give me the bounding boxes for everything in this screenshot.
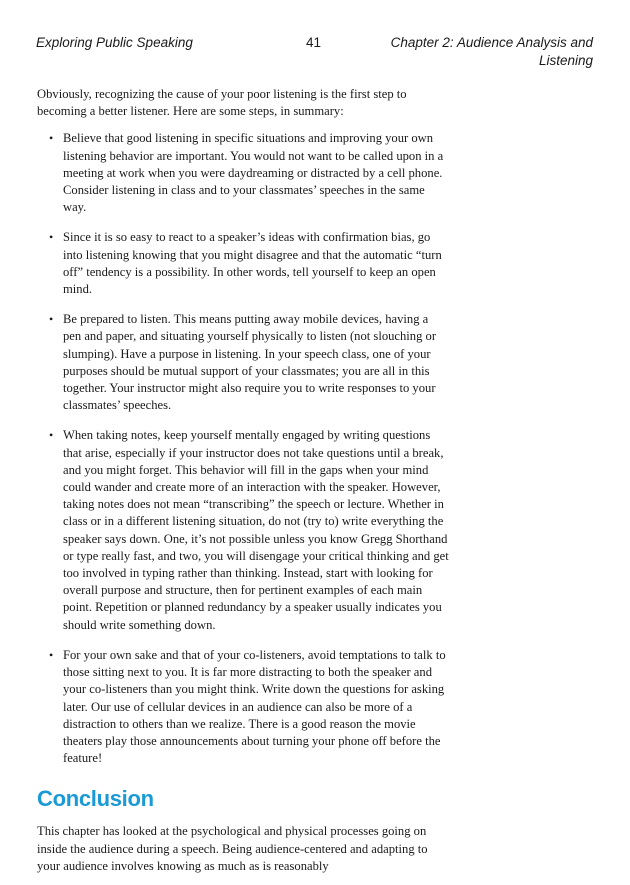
bullet-text: Believe that good listening in specific situations and improving your own listening behavior are important. You would not want to be called upon in a meeting at work when you were daydreaming or distracted by a cell phone. Consider listening in class and to your classmates’ speeches in the same way. [63,131,444,215]
bullet-text: Be prepared to listen. This means putting away mobile devices, having a pen and paper, and situating yourself physically to listen (not slouching or slumping). Have a purpose in listening. In your speech class, one of your purposes should be mutual support of your classmates; you are all in this together. Your instructor might also require you to write responses to your classmates’ speeches. [63,312,437,413]
bullet-icon: • [49,647,54,662]
bullet-item [37,229,449,298]
conclusion-heading: Conclusion [37,786,154,812]
header-chapter-title [373,34,593,70]
bullet-icon: • [49,428,54,443]
bullet-icon: • [49,312,54,327]
bullet-text: Since it is so easy to react to a speaker’s ideas with confirmation bias, go into listening knowing that you might disagree and that the automatic “turn off” tendency is a possibility. In other words, tell yourself to keep an open mind. [63,230,442,297]
bullet-item [37,427,449,633]
bullet-item [37,311,449,414]
header-page-number: 41 [306,35,322,50]
bullet-item [37,130,449,216]
bullet-text: When taking notes, keep yourself mentally engaged by writing questions that arise, especially if your instructor does not take questions until a break, and you might forget. This behavior will fill in the gaps when your mind could wander and create more of an interaction with the speaker. However, taking notes does not mean “transcribing” the speech or lecture. Whether in class or in a different listening situation, do not (try to) write everything the speaker says down. One, it’s not possible unless you know Gregg Shorthand or type really fast, and two, you will disengage your critical thinking and get too involved in typing rather than thinking. Instead, start with looking for overall purpose and structure, then for pertinent examples of each main point. Repetition or planned redundancy by a speaker usually indicates you should write something down. [63,428,449,632]
header-chapter-line-1: Chapter 2: Audience Analysis and [390,35,593,50]
intro-paragraph: Obviously, recognizing the cause of your poor listening is the first step to becoming a better listener. Here are some steps, in summary: [37,87,407,119]
bullet-text: For your own sake and that of your co-listeners, avoid temptations to talk to those sitting next to you. It is far more distracting to both the speaker and your co-listeners than you might think. Write down the questions for asking later. Our use of cellular devices in an audience can also be more of a distraction to others than we realize. There is a good reason the movie theaters play those announcements about turning your phone off before the feature! [63,647,446,766]
body-text [37,86,449,885]
bullet-icon: • [49,230,54,245]
conclusion-paragraph: This chapter has looked at the psychological and physical processes going on inside the audience during a speech. Being audience-centered and adapting to your audience involves knowing as much as is reasonably [37,824,428,873]
header-chapter-line-2: Listening [538,53,593,68]
steps-bullet-list [37,130,449,767]
bullet-item [37,647,449,767]
running-header [36,34,593,74]
bullet-icon: • [49,131,54,146]
header-book-title: Exploring Public Speaking [36,35,193,50]
